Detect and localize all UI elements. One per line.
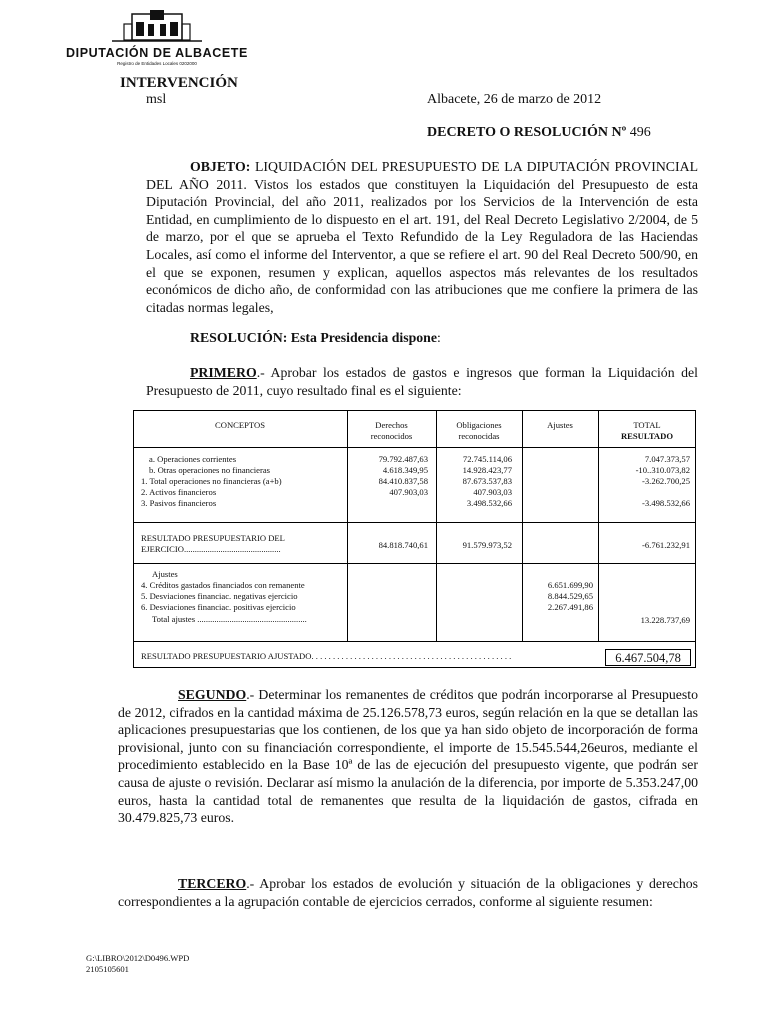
row-obligaciones: 14.928.423,77 <box>462 465 512 475</box>
decree-title <box>427 125 651 141</box>
header-ajustes: Ajustes <box>547 420 573 430</box>
row-derechos: 407.903,03 <box>389 487 428 497</box>
ajuste-concept: 4. Créditos gastados financiados con remanente <box>141 580 305 590</box>
footer <box>86 953 189 974</box>
document-code: 2105105601 <box>86 963 129 974</box>
segundo-text: .- Determinar los remanentes de créditos que podrán incorporarse al Presupuesto de 2012, cifrados en la cantidad máxima de 25.126.578,73 euros, según relación en la que se detallan las aplicaciones presupuestarias que los contienen, de los que ya han sido objeto de incorporación de forma provisional, junto con su financiación correspondiente, el importe de 15.545.544,26euros, mediante el procedimiento establecido en la Base 10ª de las de ejecución del presupuesto vigente, que podrán ser causa de ajuste o revisión. Declarar así mismo la anulación de la diferencia, por importe de 5.353.247,00 euros, hasta la cantidad total de remanentes que resulta de la liquidación de gastos, cifrada en 30.479.825,73 euros. <box>118 687 698 826</box>
row-obligaciones: 87.673.537,83 <box>462 476 512 486</box>
decree-number: 496 <box>629 125 651 140</box>
resolucion-heading <box>146 329 698 347</box>
row-concept: a. Operaciones corrientes <box>149 454 237 464</box>
row-concept: 2. Activos financieros <box>141 487 217 497</box>
row-total: -10..310.073,82 <box>635 465 690 475</box>
header-derechos-2: reconocidos <box>370 431 413 441</box>
ajustado-value: 6.467.504,78 <box>605 649 691 666</box>
row-obligaciones: 407.903,03 <box>473 487 512 497</box>
resultado-label-2: EJERCICIO............................................. <box>141 544 281 554</box>
objeto-paragraph <box>146 158 698 316</box>
decree-label: DECRETO O RESOLUCIÓN Nº <box>427 125 627 140</box>
row-obligaciones: 72.745.114,06 <box>462 454 512 464</box>
row-derechos: 4.618.349,95 <box>382 465 428 475</box>
header-obligaciones-1: Obligaciones <box>456 420 502 430</box>
ajustes-total-value: 13.228.737,69 <box>640 615 690 625</box>
row-total: -3.498.532,66 <box>642 498 690 508</box>
resultado-total: -6.761.232,91 <box>642 540 690 550</box>
row-derechos: 84.410.837,58 <box>378 476 428 486</box>
ajustes-title: Ajustes <box>152 569 178 579</box>
tercero-label: TERCERO <box>178 876 247 891</box>
coat-of-arms-icon <box>102 10 212 44</box>
ajustado-label: RESULTADO PRESUPUESTARIO AJUSTADO. . . . . . . . . . . . . . . . . . . . . . . . . . . . . . . . . . . . . . . . . . . . . . . <box>141 651 512 661</box>
section-title: INTERVENCIÓN <box>120 75 238 91</box>
row-concept: 3. Pasivos financieros <box>141 498 217 508</box>
primero-paragraph <box>146 364 698 399</box>
tercero-paragraph <box>118 875 698 910</box>
resultado-label-1: RESULTADO PRESUPUESTARIO DEL <box>141 533 285 543</box>
ajuste-value: 2.267.491,86 <box>547 602 593 612</box>
ajuste-concept: 6. Desviaciones financiac. positivas ejercicio <box>141 602 296 612</box>
reference-code: msl <box>146 92 167 107</box>
organization-name: DIPUTACIÓN DE ALBACETE <box>66 46 248 60</box>
header-total-1: TOTAL <box>633 420 661 430</box>
resultado-derechos: 84.818.740,61 <box>378 540 428 550</box>
row-derechos: 79.792.487,63 <box>378 454 428 464</box>
primero-text: .- Aprobar los estados de gastos e ingresos que forman la Liquidación del Presupuesto de 2011, cuyo resultado final es el siguiente: <box>146 365 698 398</box>
ajuste-value: 6.651.699,90 <box>547 580 593 590</box>
ajustes-total-label: Total ajustes ................................................... <box>152 614 307 624</box>
objeto-text: LIQUIDACIÓN DEL PRESUPUESTO DE LA DIPUTACIÓN PROVINCIAL DEL AÑO 2011. Vistos los estados que constituyen la Liquidación del Presupuesto de esta Diputación Provincial, del año 2011, realizados por los Servicios de la Intervención de esta Entidad, en cumplimiento de lo dispuesto en el art. 191, del Real Decreto Legislativo 2/2004, de 5 de marzo, por el que se aprueba el Texto Refundido de la Ley Reguladora de las Haciendas Locales, así como el informe del Interventor, a que se refiere el art. 90 del Real Decreto 500/90, en el que se exponen, resumen y explican, aquellos aspectos más relevantes de los resultados económicos de dicho año, de conformidad con las atribuciones que me confiere la primera de las citadas normas legales, <box>146 159 698 315</box>
row-total: -3.262.700,25 <box>642 476 690 486</box>
tercero-text: .- Aprobar los estados de evolución y situación de la obligaciones y derechos correspondientes a la agrupación contable de ejercicios cerrados, conforme al siguiente resumen: <box>118 876 698 909</box>
resolucion-label: RESOLUCIÓN: Esta Presidencia dispone <box>190 330 437 345</box>
ajuste-concept: 5. Desviaciones financiac. negativas ejercicio <box>141 591 298 601</box>
row-total: 7.047.373,57 <box>644 454 690 464</box>
row-concept: 1. Total operaciones no financieras (a+b) <box>141 476 282 486</box>
resultado-obligaciones: 91.579.973,52 <box>462 540 512 550</box>
segundo-paragraph <box>118 686 698 827</box>
header-total-2: RESULTADO <box>620 431 674 441</box>
primero-label: PRIMERO <box>190 365 257 380</box>
segundo-label: SEGUNDO <box>178 687 247 702</box>
header-obligaciones-2: reconocidas <box>458 431 500 441</box>
objeto-label: OBJETO: <box>190 159 251 174</box>
row-obligaciones: 3.498.532,66 <box>466 498 512 508</box>
header-conceptos: CONCEPTOS <box>215 420 265 430</box>
letterhead <box>62 10 252 66</box>
row-concept: b. Otras operaciones no financieras <box>149 465 270 475</box>
file-path: G:\LIBRO\2012\D0496.WPD <box>86 953 190 963</box>
resolucion-suffix: : <box>436 330 441 345</box>
document-date: Albacete, 26 de marzo de 2012 <box>427 92 602 107</box>
ajuste-value: 8.844.529,65 <box>547 591 593 601</box>
registry-note: Registro de Entidades Locales 0202000 <box>117 61 197 66</box>
header-derechos-1: Derechos <box>375 420 408 430</box>
